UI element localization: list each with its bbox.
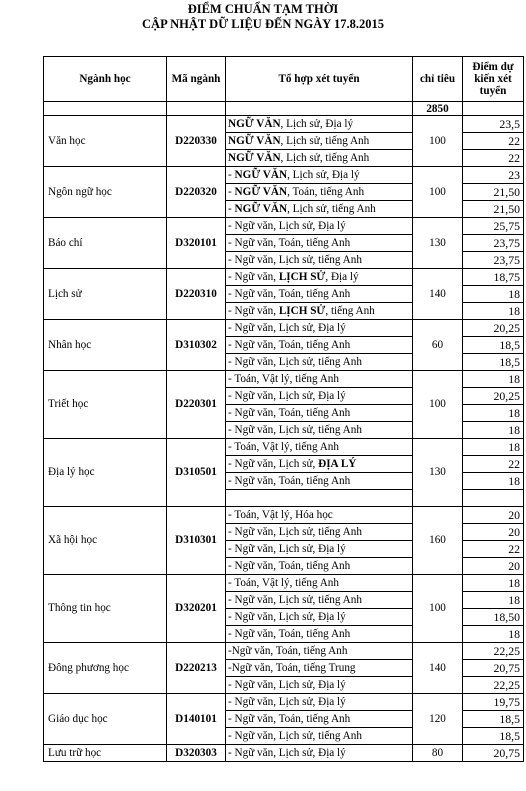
major-quota: 120 [413,694,463,745]
subject-combination [226,609,413,626]
subject-combination [226,456,413,473]
major-name: Báo chí [44,218,167,269]
table-row [44,167,524,184]
expected-score: 18 [463,626,524,643]
combination-emphasis: NGỮ VĂN [234,168,288,181]
major-name: Ngôn ngữ học [44,167,167,218]
combination-text: , Lịch sử, Địa lý [280,117,354,130]
table-row [44,269,524,286]
expected-score: 22,25 [463,643,524,660]
combination-text: - Ngữ văn, Toán, tiếng Anh [228,406,351,419]
major-code: D320101 [167,218,226,269]
major-name: Xã hội học [44,507,167,575]
subject-combination [226,694,413,711]
combination-text: - [228,202,235,215]
expected-score: 22 [463,150,524,167]
expected-score: 18,5 [463,354,524,371]
subject-combination [226,507,413,524]
table-row [44,116,524,133]
combination-emphasis: NGỮ VĂN [228,151,281,164]
combination-text: , Lịch sử, tiếng Anh [287,202,376,215]
combination-text: - Ngữ văn, Toán, tiếng Anh [228,712,351,725]
page-title: ĐIỂM CHUẨN TẠM THỜI [187,2,339,16]
major-quota: 130 [413,439,463,507]
expected-score: 18 [463,473,524,490]
expected-score: 20,75 [463,660,524,677]
major-name: Thông tin học [44,575,167,643]
combination-text: - Ngữ văn, Lịch sử, tiếng Anh [228,423,362,436]
expected-score: 25,75 [463,218,524,235]
total-empty-cell [44,102,167,116]
subject-combination [226,473,413,490]
combination-text: - Ngữ văn, Toán, tiếng Anh [228,474,351,487]
major-quota: 100 [413,371,463,439]
combination-text: -Ngữ văn, Toán, tiếng Trung [228,661,356,674]
table-row [44,643,524,660]
expected-score: 18 [463,439,524,456]
subject-combination [226,184,413,201]
subject-combination [226,524,413,541]
subject-combination [226,303,413,320]
combination-text: - Ngữ văn, Lịch sử, tiếng Anh [228,729,362,742]
total-row [44,102,524,116]
combination-emphasis: LỊCH SỬ [278,304,326,317]
expected-score: 18,5 [463,337,524,354]
subject-combination [226,150,413,167]
expected-score [463,490,524,507]
major-code: D310501 [167,439,226,507]
subject-combination [226,201,413,218]
combination-emphasis: ĐỊA LÝ [318,457,357,470]
major-name: Lưu trữ học [44,745,167,762]
subject-combination [226,728,413,745]
combination-text: - Ngữ văn, Toán, tiếng Anh [228,287,351,300]
combination-text: - Toán, Vật lý, tiếng Anh [228,576,339,589]
table-row [44,575,524,592]
total-empty-cell [167,102,226,116]
subject-combination [226,133,413,150]
total-empty-cell [463,102,524,116]
subject-combination [226,116,413,133]
combination-text: , Lịch sử, tiếng Anh [280,134,370,147]
header-combination: Tổ hợp xét tuyển [226,57,413,102]
subject-combination [226,626,413,643]
combination-emphasis: LỊCH SỬ [278,270,326,283]
major-code: D320303 [167,745,226,762]
combination-emphasis: NGỮ VĂN [228,134,281,147]
major-name: Lịch sử [44,269,167,320]
subject-combination [226,677,413,694]
expected-score: 23,5 [463,116,524,133]
major-quota: 80 [413,745,463,762]
table-row [44,694,524,711]
combination-text: - Ngữ văn, Lịch sử, tiếng Anh [228,593,362,606]
expected-score: 18 [463,303,524,320]
table-row [44,218,524,235]
subject-combination [226,354,413,371]
combination-text: - Ngữ văn, Lịch sử, tiếng Anh [228,355,362,368]
combination-text: -Ngữ văn, Toán, tiếng Anh [228,644,348,657]
combination-text: - Ngữ văn, Lịch sử, tiếng Anh [228,253,362,266]
expected-score: 18,5 [463,711,524,728]
subject-combination [226,439,413,456]
expected-score: 21,50 [463,201,524,218]
major-code: D220213 [167,643,226,694]
subject-combination [226,252,413,269]
header-quota: chỉ tiêu [413,57,463,102]
combination-text: - Ngữ văn, Toán, tiếng Anh [228,627,351,640]
combination-text: - Ngữ văn, [228,270,279,283]
major-name: Văn học [44,116,167,167]
combination-text: - Ngữ văn, Lịch sử, Địa lý [228,542,346,555]
combination-text: - Ngữ văn, Lịch sử, Địa lý [228,219,346,232]
table-header-row [44,57,524,102]
subject-combination [226,286,413,303]
combination-text: - [228,168,235,181]
major-quota: 130 [413,218,463,269]
subject-combination [226,575,413,592]
subject-combination [226,541,413,558]
combination-text: - Ngữ văn, Lịch sử, Địa lý [228,695,346,708]
subject-combination [226,167,413,184]
combination-text: - Ngữ văn, Lịch sử, Địa lý [228,321,346,334]
major-code: D320201 [167,575,226,643]
expected-score: 18 [463,422,524,439]
subject-combination [226,422,413,439]
header-code: Mã ngành [167,57,226,102]
expected-score: 18 [463,286,524,303]
expected-score: 18 [463,592,524,609]
combination-text: - Toán, Vật lý, tiếng Anh [228,372,339,385]
expected-score: 20 [463,507,524,524]
expected-score: 18 [463,575,524,592]
subject-combination [226,269,413,286]
combination-text: - Ngữ văn, Lịch sử, tiếng Anh [228,525,362,538]
table-row [44,745,524,762]
subject-combination [226,405,413,422]
subject-combination [226,337,413,354]
subject-combination [226,235,413,252]
header-major: Ngành học [44,57,167,102]
major-quota: 100 [413,167,463,218]
major-quota: 100 [413,116,463,167]
combination-text: - Ngữ văn, Lịch sử, Địa lý [228,746,346,759]
expected-score: 18 [463,405,524,422]
major-quota: 60 [413,320,463,371]
expected-score: 22 [463,541,524,558]
expected-score: 23,75 [463,235,524,252]
combination-emphasis: NGỮ VĂN [234,202,288,215]
expected-score: 18 [463,371,524,388]
combination-text: - Toán, Vật lý, Hóa học [228,508,333,521]
combination-text: - Ngữ văn, Lịch sử, Địa lý [228,389,346,402]
subject-combination [226,371,413,388]
subject-combination [226,388,413,405]
combination-text: , Lịch sử, Địa lý [287,168,360,181]
major-code: D310302 [167,320,226,371]
combination-emphasis: NGỮ VĂN [228,117,281,130]
combination-text: , Toán, tiếng Anh [287,185,365,198]
table-row [44,439,524,456]
table-row [44,507,524,524]
subject-combination [226,558,413,575]
combination-text: , Lịch sử, tiếng Anh [280,151,370,164]
major-name: Triết học [44,371,167,439]
combination-text: - Ngữ văn, Toán, tiếng Anh [228,236,351,249]
expected-score: 20 [463,524,524,541]
total-quota: 2850 [413,102,463,116]
expected-score: 22 [463,456,524,473]
expected-score: 19,75 [463,694,524,711]
combination-text: - Ngữ văn, Toán, tiếng Anh [228,559,351,572]
expected-score: 20,75 [463,745,524,762]
major-code: D220301 [167,371,226,439]
total-empty-cell [226,102,413,116]
expected-score: 22 [463,133,524,150]
major-quota: 160 [413,507,463,575]
combination-emphasis: NGỮ VĂN [234,185,288,198]
major-code: D220320 [167,167,226,218]
admission-score-table [43,56,524,762]
expected-score: 20,25 [463,320,524,337]
subject-combination [226,320,413,337]
combination-text: - [228,185,235,198]
expected-score: 23 [463,167,524,184]
combination-text: , tiếng Anh [325,304,375,317]
combination-text: , Địa lý [325,270,359,283]
major-code: D140101 [167,694,226,745]
major-name: Nhân học [44,320,167,371]
combination-text: - Ngữ văn, Toán, tiếng Anh [228,338,351,351]
major-name: Giáo dục học [44,694,167,745]
table-row [44,371,524,388]
major-code: D220310 [167,269,226,320]
expected-score: 20 [463,558,524,575]
expected-score: 18,50 [463,609,524,626]
combination-text: - Ngữ văn, Lịch sử, Địa lý [228,610,346,623]
subject-combination [226,660,413,677]
expected-score: 18,75 [463,269,524,286]
expected-score: 21,50 [463,184,524,201]
subject-combination [226,745,413,762]
major-quota: 140 [413,269,463,320]
major-name: Địa lý học [44,439,167,507]
expected-score: 22,25 [463,677,524,694]
subject-combination [226,643,413,660]
subject-combination [226,218,413,235]
subject-combination [226,490,413,507]
page-subtitle: CẬP NHẬT DỮ LIỆU ĐẾN NGÀY 17.8.2015 [142,17,384,31]
table-row [44,320,524,337]
subject-combination [226,592,413,609]
subject-combination [226,711,413,728]
combination-text: - Ngữ văn, [228,304,279,317]
header-score: Điểm dự kiến xét tuyển [463,57,524,102]
combination-text: - Toán, Vật lý, tiếng Anh [228,440,339,453]
combination-text: - Ngữ văn, Lịch sử, [228,457,319,470]
major-code: D310301 [167,507,226,575]
major-code: D220330 [167,116,226,167]
major-name: Đông phương học [44,643,167,694]
expected-score: 18,5 [463,728,524,745]
combination-text: - Ngữ văn, Lịch sử, Địa lý [228,678,346,691]
major-quota: 140 [413,643,463,694]
expected-score: 20,25 [463,388,524,405]
major-quota: 100 [413,575,463,643]
expected-score: 23,75 [463,252,524,269]
